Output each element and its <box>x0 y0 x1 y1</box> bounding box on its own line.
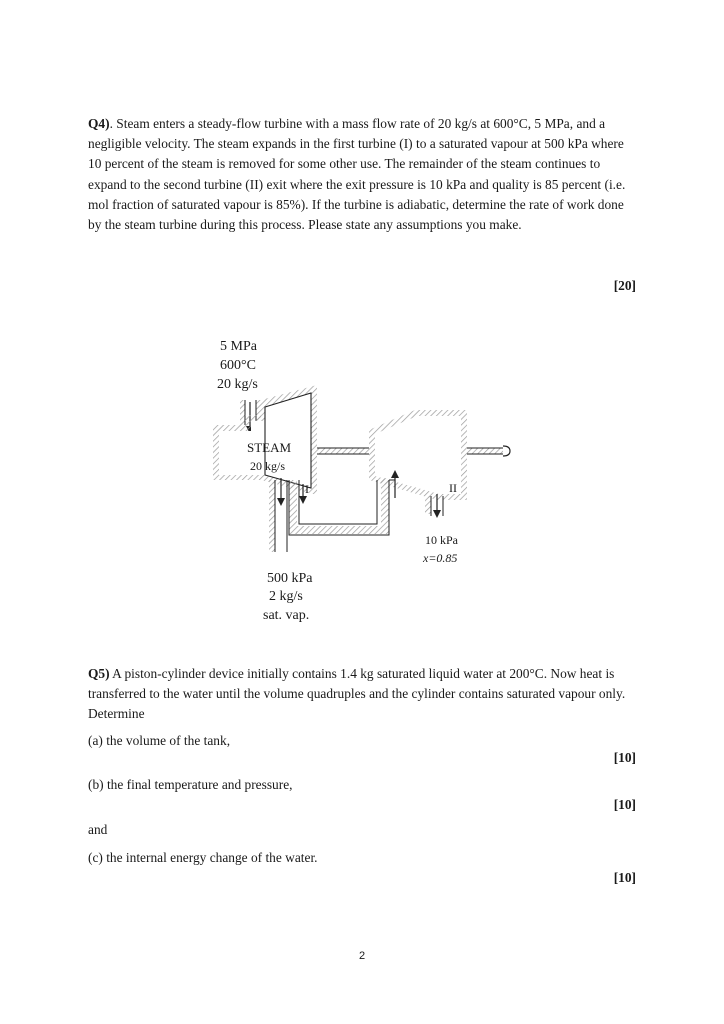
q5-text: A piston-cylinder device initially contains 1.4 kg saturated liquid water at 200°C. Now heat is transferred to the water until the volume quadruples and the cylinder contains saturated vapour only. Determine <box>88 666 626 722</box>
q5-paragraph <box>88 664 638 725</box>
q5-part-a: (a) the volume of the tank, <box>88 733 231 748</box>
page-number: 2 <box>358 950 366 962</box>
bleed-flow-label: 2 kg/s <box>269 589 303 604</box>
q5-marks-b: [10] <box>613 797 636 812</box>
turbine1-exit-arrow <box>299 496 307 504</box>
bleed-pressure-label: 500 kPa <box>267 571 313 586</box>
steam-flow-label: 20 kg/s <box>250 459 286 473</box>
bleed-pipe <box>269 478 287 552</box>
q5-marks-a: [10] <box>613 750 636 765</box>
q5-label: Q5) <box>88 666 110 681</box>
inlet-temp-label: 600°C <box>220 358 256 373</box>
turbine-1-label: I <box>305 482 309 496</box>
q5-part-c: (c) the internal energy change of the water. <box>88 850 318 865</box>
bleed-flow-arrow <box>277 498 285 506</box>
q4-label: Q4) <box>88 116 110 131</box>
q5-and: and <box>88 822 108 837</box>
exit-pressure-label: 10 kPa <box>425 533 458 547</box>
exhaust-flow-arrow <box>433 510 441 518</box>
q4-paragraph <box>88 114 638 235</box>
turbine-diagram <box>205 330 535 630</box>
inlet-pressure-label: 5 MPa <box>220 339 257 354</box>
q4-marks: [20] <box>613 278 636 293</box>
output-shaft <box>467 446 510 456</box>
q5-part-b: (b) the final temperature and pressure, <box>88 777 293 792</box>
steam-label: STEAM <box>247 440 292 455</box>
q5-marks-c: [10] <box>613 870 636 885</box>
q4-text: . Steam enters a steady-flow turbine with a mass flow rate of 20 kg/s at 600°C, 5 MPa, and a negligible velocity. The steam expands in the first turbine (I) to a saturated vapour at 500 kPa where 10 percent of the steam is removed for some other use. The remainder of the steam continues to expand to the second turbine (II) exit where the exit pressure is 10 kPa and quality is 85 percent (i.e. mol fraction of saturated vapour is 85%). If the turbine is adiabatic, determine the rate of work done by the steam turbine during this process. Please state any assumptions you make. <box>88 116 626 233</box>
exit-quality-label: x=0.85 <box>423 551 458 565</box>
turbine-2-label: II <box>449 481 457 495</box>
shaft <box>317 448 369 454</box>
inlet-flow-label: 20 kg/s <box>217 377 258 392</box>
bleed-state-label: sat. vap. <box>263 608 310 623</box>
